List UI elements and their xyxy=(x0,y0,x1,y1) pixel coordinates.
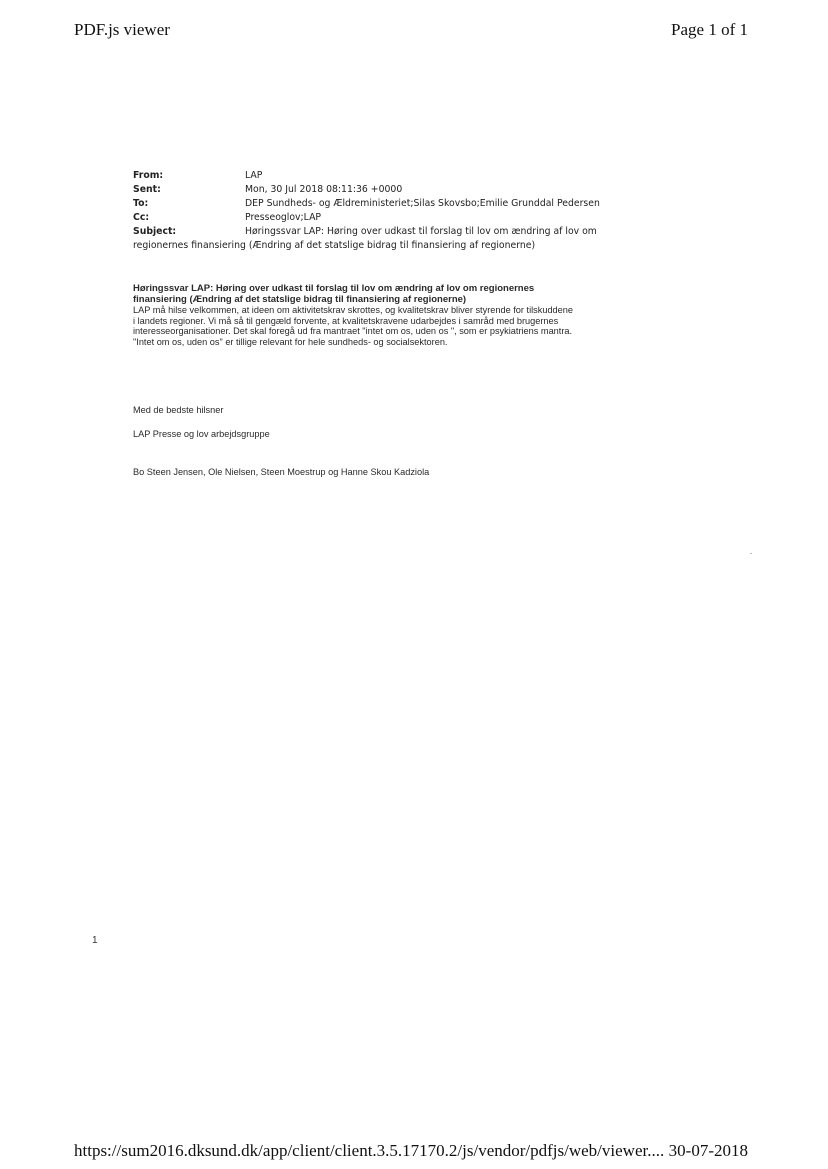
sent-row xyxy=(133,183,623,197)
subject-label: Subject: xyxy=(133,226,177,237)
to-value: DEP Sundheds- og Ældreministeriet;Silas Skovsbo;Emilie Grunddal Pedersen xyxy=(245,198,600,209)
body-text-line: i landets regioner. Vi må så til gengæld forvente, at kvalitetskravene udarbejdes i samråd med brugernes xyxy=(133,315,559,326)
signature-names: Bo Steen Jensen, Ole Nielsen, Steen Moestrup og Hanne Skou Kadziola xyxy=(133,467,430,477)
email-header xyxy=(133,169,623,253)
subject-value-line2: regionernes finansiering (Ændring af det statslige bidrag til finansiering af regionerne) xyxy=(133,240,536,251)
body-title-line1: Høringssvar LAP: Høring over udkast til forslag til lov om ændring af lov om regionernes xyxy=(133,283,535,294)
footer-url: https://sum2016.dksund.dk/app/client/client.3.5.17170.2/js/vendor/pdfjs/web/viewer.... xyxy=(74,1141,665,1160)
scan-speck xyxy=(750,553,752,554)
signature-group: LAP Presse og lov arbejdsgruppe xyxy=(133,429,270,439)
body-title-line2: finansiering (Ændring af det statslige bidrag til finansiering af regionerne) xyxy=(133,293,467,305)
to-label: To: xyxy=(133,198,149,209)
from-label: From: xyxy=(133,170,164,181)
page-indicator: Page 1 of 1 xyxy=(671,20,748,39)
cc-row xyxy=(133,211,623,225)
footer-date: 30-07-2018 xyxy=(668,1141,748,1160)
sent-label: Sent: xyxy=(133,184,161,195)
cc-value: Presseoglov;LAP xyxy=(245,212,322,223)
from-row xyxy=(133,169,623,183)
page-number: 1 xyxy=(92,935,98,946)
subject-row xyxy=(133,225,623,239)
body-text-line: LAP må hilse velkommen, at ideen om aktivitetskrav skrottes, og kvalitetskrav bliver styrende for tilskuddene xyxy=(133,305,573,315)
viewer-title: PDF.js viewer xyxy=(74,20,170,39)
email-body xyxy=(133,284,653,347)
cc-label: Cc: xyxy=(133,212,150,223)
body-text-line: interesseorganisationer. Det skal foregå ud fra mantraet "intet om os, uden os ", som er psykiatriens mantra. xyxy=(133,326,573,336)
body-text-line: "Intet om os, uden os" er tillige relevant for hele sundheds- og socialsektoren. xyxy=(133,336,448,347)
from-value: LAP xyxy=(245,170,263,181)
sent-value: Mon, 30 Jul 2018 08:11:36 +0000 xyxy=(245,184,403,195)
subject-value-line1: Høringssvar LAP: Høring over udkast til forslag til lov om ændring af lov om xyxy=(245,226,597,237)
signature-greeting: Med de bedste hilsner xyxy=(133,405,224,415)
to-row xyxy=(133,197,623,211)
